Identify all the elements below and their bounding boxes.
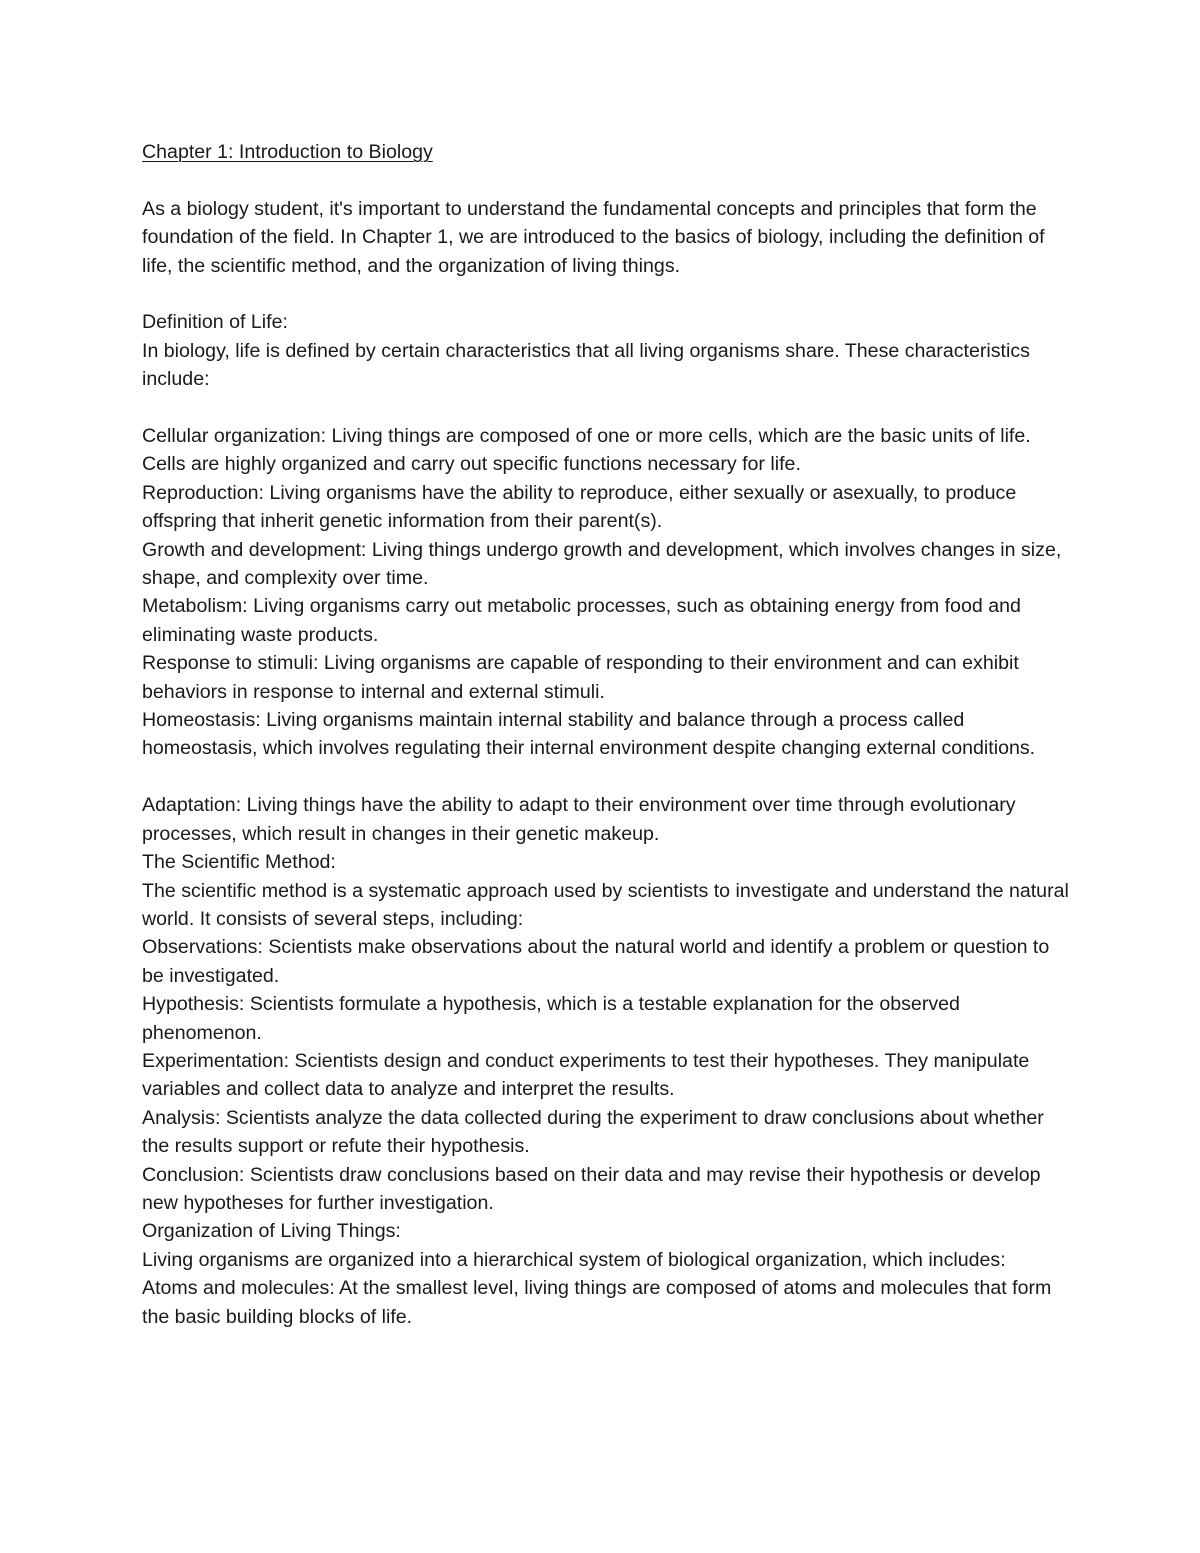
organization-level-item: Atoms and molecules: At the smallest level, living things are composed of atoms and molecules that form the basic building blocks of life. [142,1277,1052,1328]
document-page [142,138,1072,1331]
organization-heading: Organization of Living Things: [142,1220,401,1243]
definition-paragraph: In biology, life is defined by certain characteristics that all living organisms share. These characteristics include: [142,339,1030,391]
spacer [142,763,1072,791]
method-step-item: Hypothesis: Scientists formulate a hypothesis, which is a testable explanation for the observed phenomenon. [142,993,960,1044]
characteristic-item: Reproduction: Living organisms have the ability to reproduce, either sexually or asexually, to produce offspring that inherit genetic information from their parent(s). [142,481,1017,533]
method-paragraph: The scientific method is a systematic approach used by scientists to investigate and understand the natural world. It consists of several steps, including: [142,879,1069,930]
method-step-item: Experimentation: Scientists design and conduct experiments to test their hypotheses. They manipulate variables and collect data to analyze and interpret the results. [142,1049,1030,1101]
characteristic-item: Metabolism: Living organisms carry out metabolic processes, such as obtaining energy from food and eliminating waste products. [142,595,1021,646]
characteristic-item: Homeostasis: Living organisms maintain internal stability and balance through a process called homeostasis, which involves regulating their internal environment despite changing external conditions. [142,709,1036,760]
intro-paragraph: As a biology student, it's important to understand the fundamental concepts and principles that form the foundation of the field. In Chapter 1, we are introduced to the basics of biology, including the definition of life, the scientific method, and the organization of living things. [142,197,1045,277]
spacer [142,280,1072,308]
method-step-item: Analysis: Scientists analyze the data collected during the experiment to draw conclusions about whether the results support or refute their hypothesis. [142,1106,1044,1158]
adaptation-paragraph: Adaptation: Living things have the ability to adapt to their environment over time through evolutionary processes, which result in changes in their genetic makeup. [142,794,1016,845]
characteristic-item: Response to stimuli: Living organisms are capable of responding to their environment and can exhibit behaviors in response to internal and external stimuli. [142,652,1019,703]
definition-heading: Definition of Life: [142,311,288,334]
method-heading: The Scientific Method: [142,851,336,874]
characteristic-item: Growth and development: Living things undergo growth and development, which involves changes in size, shape, and complexity over time. [142,538,1062,590]
chapter-title: Chapter 1: Introduction to Biology [142,141,433,163]
spacer [142,394,1072,422]
method-step-item: Conclusion: Scientists draw conclusions based on their data and may revise their hypothesis or develop new hypotheses for further investigation. [142,1163,1041,1214]
organization-paragraph: Living organisms are organized into a hierarchical system of biological organization, which includes: [142,1248,1006,1271]
method-step-item: Observations: Scientists make observations about the natural world and identify a problem or question to be investigated. [142,936,1050,987]
characteristic-item: Cellular organization: Living things are composed of one or more cells, which are the basic units of life. Cells are highly organized and carry out specific functions necessary for life. [142,425,1031,476]
spacer [142,166,1072,194]
